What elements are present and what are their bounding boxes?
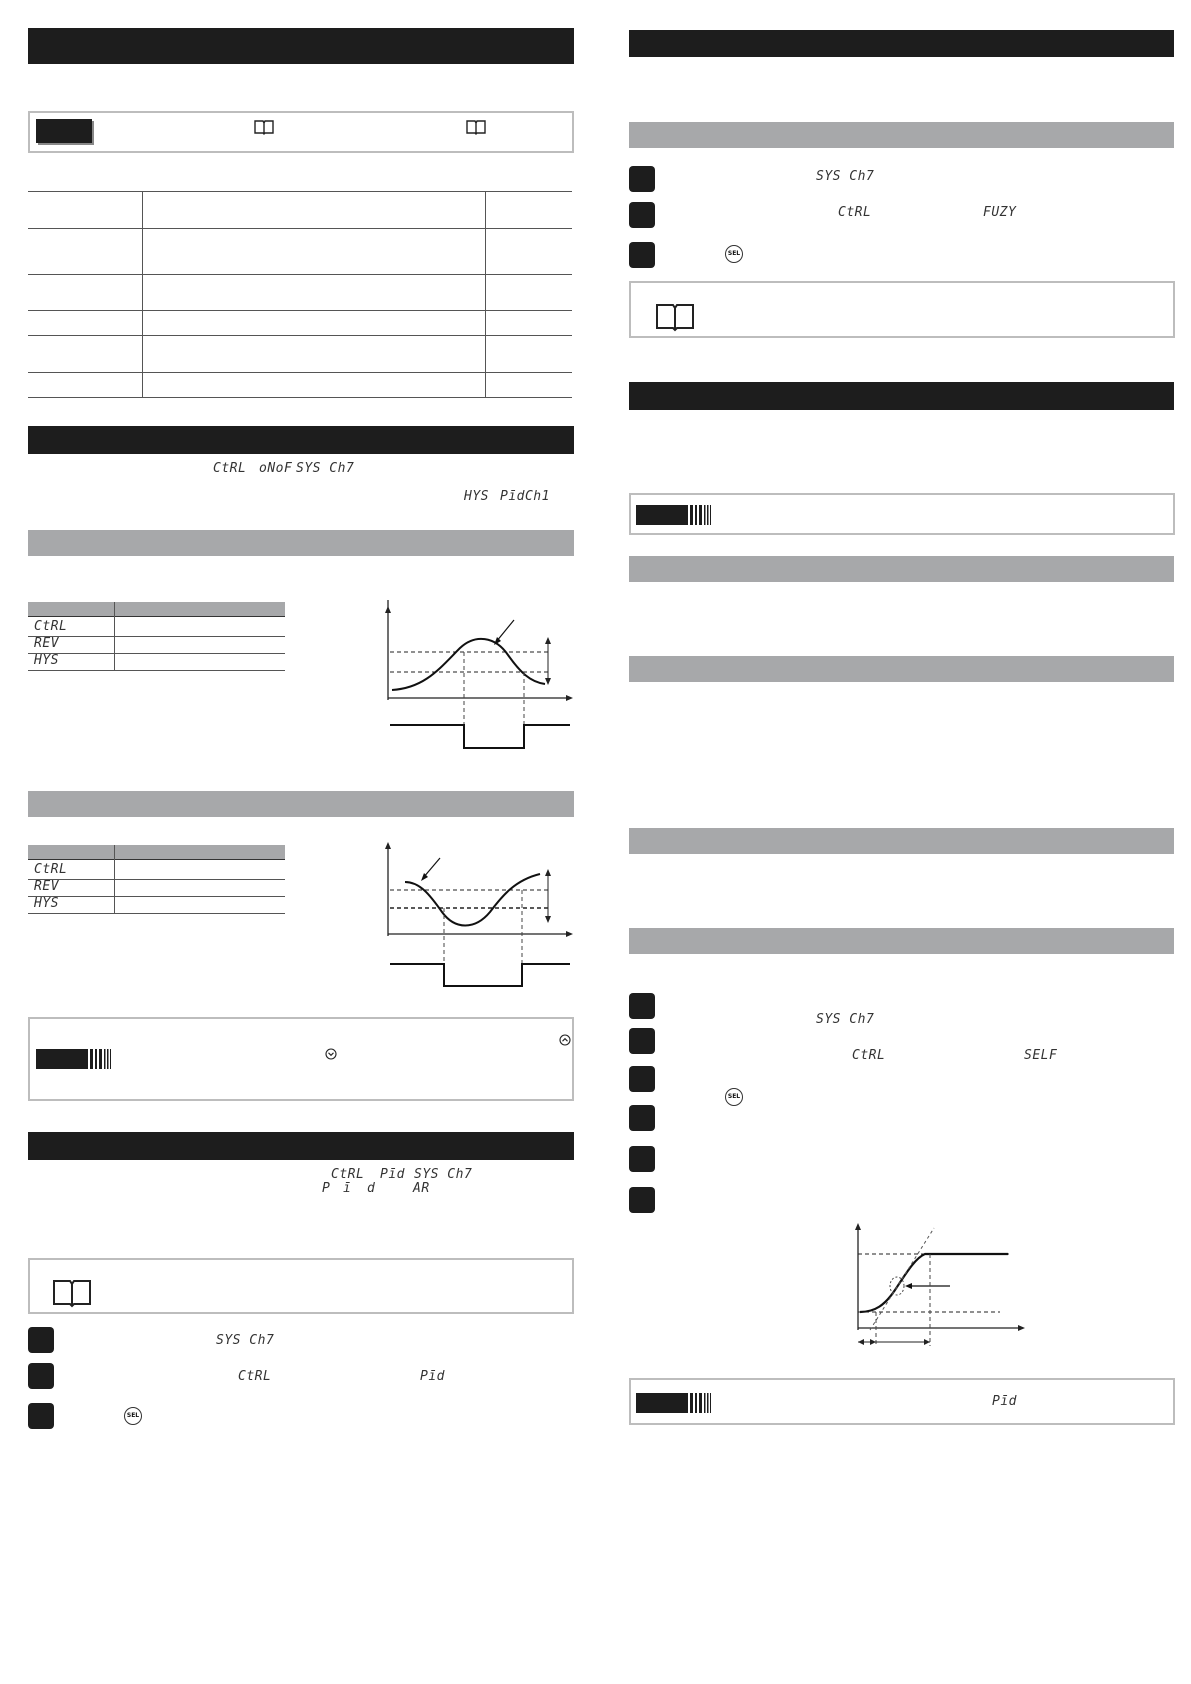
- code-i: ī: [343, 1181, 352, 1196]
- note-box: [28, 111, 574, 153]
- table-cell: CtRL: [34, 619, 68, 634]
- code-fuzy: FUZY: [983, 205, 1017, 220]
- step-number-badge: [629, 166, 655, 192]
- subsection-header-bar: [629, 122, 1174, 148]
- code-pid-ch1: PīdCh1: [500, 489, 550, 504]
- section-header-bar: [28, 1132, 574, 1160]
- down-arrow-key-icon: [325, 1048, 337, 1060]
- code-hys: HYS: [464, 489, 489, 504]
- table-cell: REV: [34, 636, 59, 651]
- code-onof: oNoF: [259, 461, 293, 476]
- book-icon: [466, 119, 486, 135]
- step-number-badge: [629, 1066, 655, 1092]
- book-icon: [52, 1278, 92, 1308]
- book-icon: [655, 302, 695, 332]
- table-cell: REV: [34, 879, 59, 894]
- caution-box: [28, 1017, 574, 1101]
- step-number-badge: [629, 1028, 655, 1054]
- code-ar: AR: [413, 1181, 430, 1196]
- code-sys-ch7: SYS Ch7: [816, 169, 875, 184]
- section-header-bar: [629, 30, 1174, 57]
- sel-key-icon: SEL: [725, 1088, 743, 1106]
- code-pid: Pīd: [380, 1167, 405, 1182]
- onoff-heating-diagram: [380, 600, 580, 760]
- code-ctrl: CtRL: [213, 461, 247, 476]
- code-d: d: [367, 1181, 376, 1196]
- subsection-header-bar: [629, 928, 1174, 954]
- code-ctrl: CtRL: [838, 205, 872, 220]
- step-number-badge: [629, 1105, 655, 1131]
- sel-key-icon: SEL: [725, 245, 743, 263]
- subsection-header-bar: [629, 656, 1174, 682]
- reference-box: [629, 281, 1175, 338]
- code-sys-ch7: SYS Ch7: [414, 1167, 473, 1182]
- code-ctrl: CtRL: [331, 1167, 365, 1182]
- step-response-diagram: [850, 1220, 1030, 1350]
- step-number-badge: [28, 1403, 54, 1429]
- step-number-badge: [28, 1327, 54, 1353]
- caution-box: [629, 493, 1175, 535]
- section-header-bar: [28, 28, 574, 64]
- subsection-header-bar: [629, 828, 1174, 854]
- code-sys-ch7: SYS Ch7: [216, 1333, 275, 1348]
- caution-label-graphic: [636, 1393, 712, 1413]
- caution-label-graphic: [36, 1049, 112, 1069]
- caution-box: [629, 1378, 1175, 1425]
- step-number-badge: [629, 1187, 655, 1213]
- section-header-bar: [629, 382, 1174, 410]
- onoff-cooling-diagram: [380, 840, 580, 1000]
- reference-box: [28, 1258, 574, 1314]
- note-label-block: [36, 119, 92, 143]
- caution-label-graphic: [636, 505, 712, 525]
- code-ctrl: CtRL: [852, 1048, 886, 1063]
- code-pid: Pīd: [420, 1369, 445, 1384]
- section-header-bar: [28, 426, 574, 454]
- subsection-header-bar: [629, 556, 1174, 582]
- code-self: SELF: [1024, 1048, 1058, 1063]
- subsection-header-bar: [28, 530, 574, 556]
- table-cell: CtRL: [34, 862, 68, 877]
- up-arrow-key-icon: [559, 1034, 571, 1046]
- subsection-header-bar: [28, 791, 574, 817]
- code-sys-ch7: SYS Ch7: [296, 461, 355, 476]
- step-number-badge: [28, 1363, 54, 1389]
- step-number-badge: [629, 993, 655, 1019]
- step-number-badge: [629, 202, 655, 228]
- code-ctrl: CtRL: [238, 1369, 272, 1384]
- sel-key-icon: SEL: [124, 1407, 142, 1425]
- step-number-badge: [629, 1146, 655, 1172]
- table-cell: HYS: [34, 896, 59, 911]
- code-pid: Pīd: [992, 1394, 1017, 1409]
- code-sys-ch7: SYS Ch7: [816, 1012, 875, 1027]
- table-cell: HYS: [34, 653, 59, 668]
- code-p: P: [322, 1181, 331, 1196]
- step-number-badge: [629, 242, 655, 268]
- book-icon: [254, 119, 274, 135]
